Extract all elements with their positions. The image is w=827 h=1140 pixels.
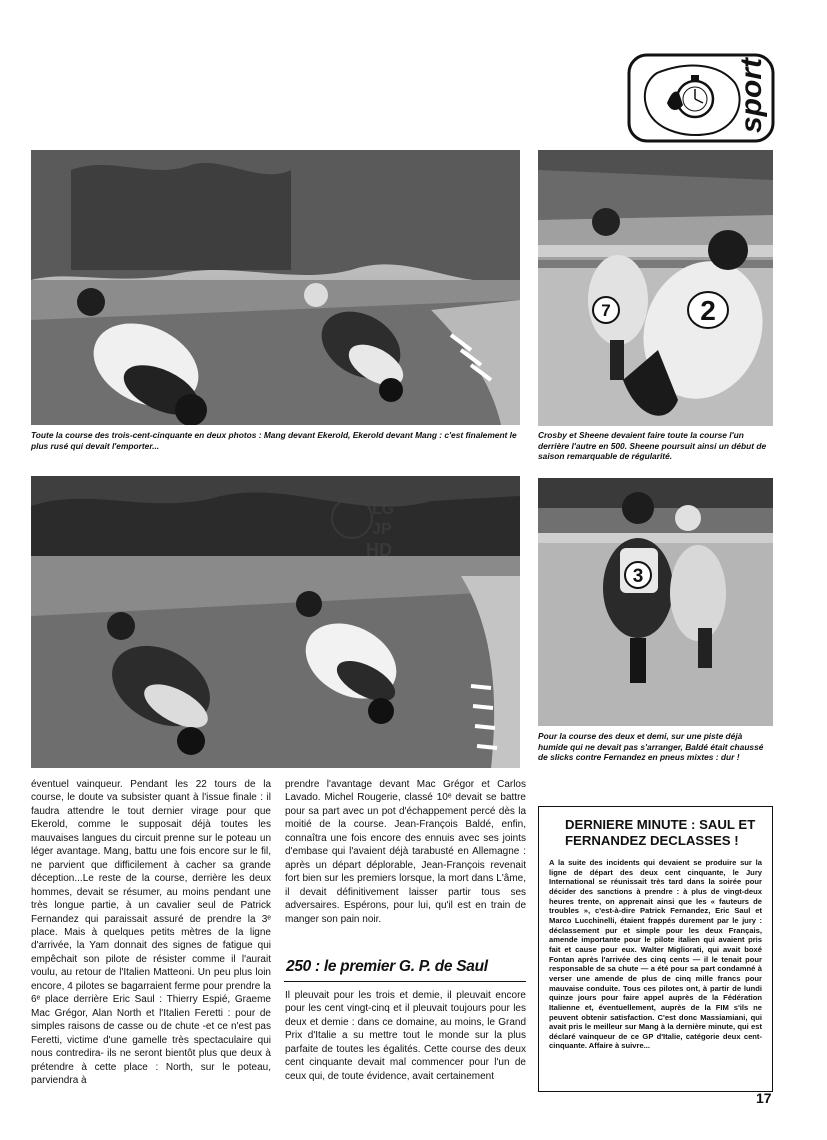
article-column-1 bbox=[31, 778, 271, 1087]
rider-number-3: 3 bbox=[632, 566, 644, 587]
logo-text: sport bbox=[735, 58, 768, 133]
rider-number-2: 2 bbox=[700, 295, 716, 326]
watermark-text-mid: JP bbox=[372, 521, 392, 538]
page-number: 17 bbox=[756, 1090, 772, 1106]
caption-bottom-right: Pour la course des deux et demi, sur une piste déjà humide qui ne devait pas s'arranger, Baldé était chaussé de slicks contre Fernandez en pneus mixtes : dur ! bbox=[538, 731, 764, 763]
watermark-text-top: LG bbox=[372, 501, 395, 518]
subheading-rule bbox=[284, 981, 526, 982]
photo-mang-ekerold-top bbox=[31, 150, 520, 425]
photo-crosby-sheene bbox=[538, 150, 773, 426]
article-column-2-bottom bbox=[285, 989, 526, 1083]
article-column-2-top bbox=[285, 778, 526, 926]
article-col1-text: éventuel vainqueur. Pendant les 22 tours de la course, le doute va subsister quant à l'issue finale : il faudra attendre le tout dernier virage pour que Ekerold, comme le supposait déjà toutes les mauvaises langues du circuit prenne sur le poteau un léger avantage. Mang, battu une fois encore sur le fil, ne parvient que difficilement à cacher sa grande déception...Le reste de la course, derrière les deux hommes, devait se résumer, au moins pendant une très longue partie, à un cavalier seul de Patrick Fernandez qui paraissait assuré de prendre la 3ᵉ place. Mais à quelques petits mètres de la ligne d'arrivée, la Yam donnait des signes de fatigue qui empêchait son pilote de résister comme il l'aurait voulu, au retour de l'Italien Matteoni. Un peu plus loin encore, 4 pilotes se bagarraient ferme pour prendre la 6ᵉ place derrière Eric Saul : Thierry Espié, Graeme Mac Grégor, Alan North et l'Italien Feretti : pour de simples raisons de casse ou de chute -et ce n'est pas Feretti, victime d'une gamelle très spectaculaire qui nous contredira- ils ne seront bientôt plus que deux à prétendre à cette place : North, sur le poteau, parviendra à bbox=[31, 779, 271, 1086]
caption-top-right: Crosby et Sheene devaient faire toute la course l'un derrière l'autre en 500. Sheene poursuit ainsi un début de saison remarquable de régularité. bbox=[538, 430, 767, 462]
rider-number-7: 7 bbox=[601, 301, 611, 320]
watermark-text-bottom: HD bbox=[366, 540, 392, 560]
last-minute-title: DERNIERE MINUTE : SAUL ET FERNANDEZ DECLASSES ! bbox=[565, 817, 756, 848]
article-col2-top-text: prendre l'avantage devant Mac Grégor et Carlos Lavado. Michel Rougerie, classé 10ᵉ devait se battre pour sa part avec un pot d'échappement percé dès la moitié de la course. Jean-François Baldé, enfin, connaîtra une fois encore des ennuis avec ses joints d'embase qui l'avaient déjà tarabusté en Allemagne : après un départ déplorable, Jean-François revenait fort bien sur les premiers lorsque, la mort dans L'âme, il devait définitivement laisser partir tous ses adversaires. Espérons, pour lui, qu'il est en train de manger son pain noir. bbox=[285, 779, 526, 925]
sport-logo bbox=[627, 53, 775, 143]
photo-ekerold-mang-bottom bbox=[31, 476, 520, 768]
caption-top-left: Toute la course des trois-cent-cinquante en deux photos : Mang devant Ekerold, Ekerold devant Mang : c'est finalement le plus rusé qui devait l'emporter... bbox=[31, 430, 517, 451]
photo-balde-fernandez bbox=[538, 478, 773, 726]
article-subheading: 250 : le premier G. P. de Saul bbox=[286, 958, 488, 975]
watermark-logo bbox=[326, 492, 406, 562]
last-minute-body: A la suite des incidents qui devaient se produire sur la ligne de départ des deux cent cinquante, le Jury International se réunissait très tard dans la soirée pour décider des sanctions à prendre : à plus de vingt-deux heures trente, on apprenait ainsi que les « fauteurs de troubles », c'est-à-dire Patrick Fernandez, Eric Saul et Marco Lucchinelli, étaient frappés durement par le jury : déclassement pur et simple pour les deux Français, amende importante pour le pilote italien qui avaient pris fait et cause pour eux. Walter Migliorati, qui avait boxé Fontan après l'arrivée des cinq cents — il le tenait pour responsable de sa chute — a été pour sa part condamné à verser une amende de plus de cinq mille francs pour mauvaise conduite. Tous ces pilotes ont, à partir de lundi quinze jours pour faire appel auprès de la Fédération Italienne et, éventuellement, auprès de la FIM s'ils ne peuvent obtenir satisfaction. C'est donc Massiamiani, qui avait pris le meilleur sur Mang à la dernière minute, qui est déclaré vainqueur de ce GP d'Italie, catégorie deux cent-cinquante. Affaire à suivre... bbox=[549, 858, 762, 1051]
article-col2-bottom-text: Il pleuvait pour les trois et demie, il pleuvait encore pour les cent vingt-cinq et il pleuvait toujours pour les deux et demie : dans ce domaine, au moins, le Grand Prix d'Italie a su mettre tout le monde sur la plus parfaite de toutes les égalités. Cette course des deux cent cinquante devait mal commencer pour l'un de ceux qui, de toute évidence, avait certainement bbox=[285, 990, 526, 1082]
last-minute-box bbox=[538, 806, 773, 1092]
